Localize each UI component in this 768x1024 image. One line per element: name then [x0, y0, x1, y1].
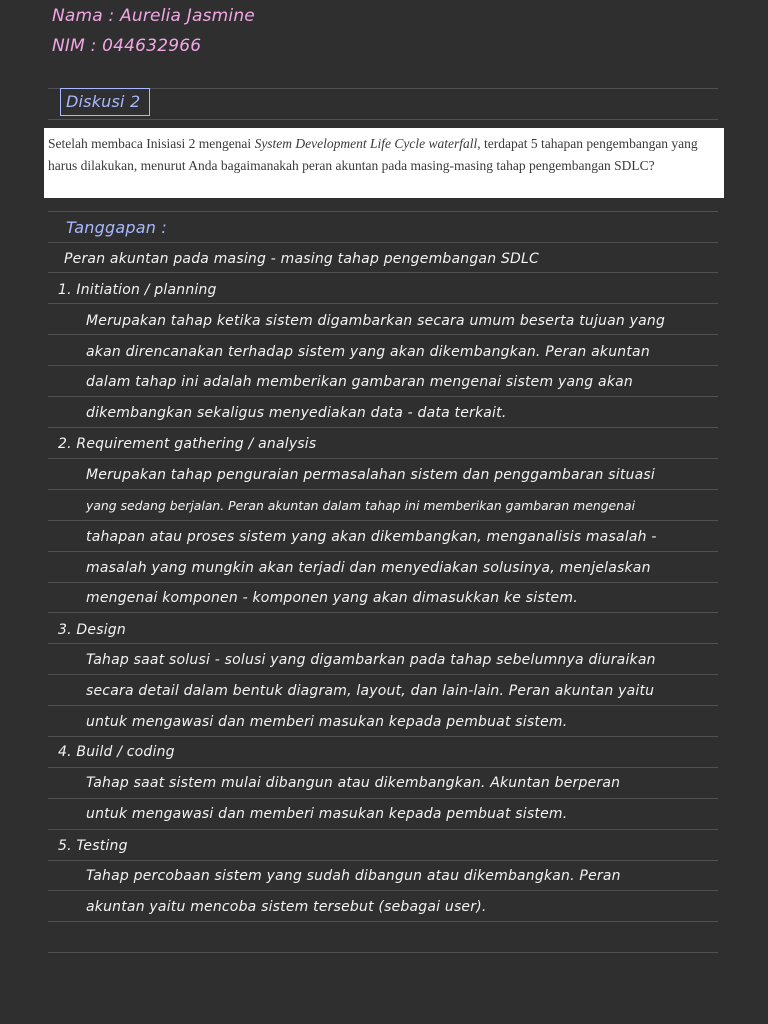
stage-line: untuk mengawasi dan memberi masukan kepada pembuat sistem.	[86, 806, 568, 822]
ruled-line	[48, 211, 718, 212]
ruled-line	[48, 643, 718, 644]
stage-line: masalah yang mungkin akan terjadi dan menyediakan solusinya, menjelaskan	[86, 560, 651, 576]
ruled-line	[48, 921, 718, 922]
ruled-line	[48, 582, 718, 583]
ruled-line	[48, 272, 718, 273]
ruled-line	[48, 767, 718, 768]
ruled-line	[48, 551, 718, 552]
stage-line: akan direncanakan terhadap sistem yang akan dikembangkan. Peran akuntan	[86, 344, 650, 360]
ruled-line	[48, 612, 718, 613]
answer-heading: Tanggapan :	[66, 218, 167, 237]
ruled-line	[48, 520, 718, 521]
stage-title: 1. Initiation / planning	[58, 282, 217, 298]
prompt-text: Setelah membaca Inisiasi 2 mengenai	[48, 136, 255, 151]
stage-line: tahapan atau proses sistem yang akan dikembangkan, menganalisis masalah -	[86, 529, 657, 545]
stage-line: Merupakan tahap penguraian permasalahan sistem dan penggambaran situasi	[86, 467, 655, 483]
ruled-line	[48, 890, 718, 891]
ruled-line	[48, 458, 718, 459]
stage-line: secara detail dalam bentuk diagram, layout, dan lain-lain. Peran akuntan yaitu	[86, 683, 655, 699]
stage-line: dalam tahap ini adalah memberikan gambaran mengenai sistem yang akan	[86, 374, 633, 390]
stage-line: Tahap saat sistem mulai dibangun atau dikembangkan. Akuntan berperan	[86, 775, 621, 791]
student-name: Nama : Aurelia Jasmine	[52, 6, 255, 26]
stage-title: 5. Testing	[58, 838, 128, 854]
ruled-line	[48, 829, 718, 830]
ruled-line	[48, 396, 718, 397]
ruled-line	[48, 798, 718, 799]
ruled-line	[48, 952, 718, 953]
prompt-italic-text: System Development Life Cycle waterfall,	[254, 136, 481, 151]
ruled-line	[48, 334, 718, 335]
student-nim: NIM : 044632966	[52, 36, 202, 56]
stage-line: dikembangkan sekaligus menyediakan data - data terkait.	[86, 405, 507, 421]
answer-intro: Peran akuntan pada masing - masing tahap pengembangan SDLC	[64, 251, 539, 267]
stage-line: akuntan yaitu mencoba sistem tersebut (sebagai user).	[86, 899, 487, 915]
ruled-line	[48, 674, 718, 675]
stage-line: Tahap percobaan sistem yang sudah dibangun atau dikembangkan. Peran	[86, 868, 621, 884]
ruled-line	[48, 242, 718, 243]
prompt-text-continued: terdapat 5 tahapan pengembangan yang harus dilakukan, menurut Anda bagaimanakah peran akuntan pada masing-masing tahap pengembangan SDLC?	[48, 136, 698, 173]
stage-title: 4. Build / coding	[58, 744, 175, 760]
ruled-line	[48, 860, 718, 861]
stage-line: yang sedang berjalan. Peran akuntan dalam tahap ini memberikan gambaran mengenai	[86, 498, 636, 513]
ruled-line	[48, 705, 718, 706]
stage-line: mengenai komponen - komponen yang akan dimasukkan ke sistem.	[86, 590, 578, 606]
stage-title: 3. Design	[58, 622, 126, 638]
diskusi-label: Diskusi 2	[66, 92, 141, 111]
stage-line: untuk mengawasi dan memberi masukan kepada pembuat sistem.	[86, 714, 568, 730]
ruled-line	[48, 365, 718, 366]
ruled-line	[48, 736, 718, 737]
ruled-line	[48, 303, 718, 304]
ruled-line	[48, 489, 718, 490]
ruled-line	[48, 119, 718, 120]
question-prompt	[44, 128, 724, 198]
stage-title: 2. Requirement gathering / analysis	[58, 436, 317, 452]
stage-line: Tahap saat solusi - solusi yang digambarkan pada tahap sebelumnya diuraikan	[86, 652, 656, 668]
ruled-line	[48, 427, 718, 428]
stage-line: Merupakan tahap ketika sistem digambarkan secara umum beserta tujuan yang	[86, 313, 666, 329]
